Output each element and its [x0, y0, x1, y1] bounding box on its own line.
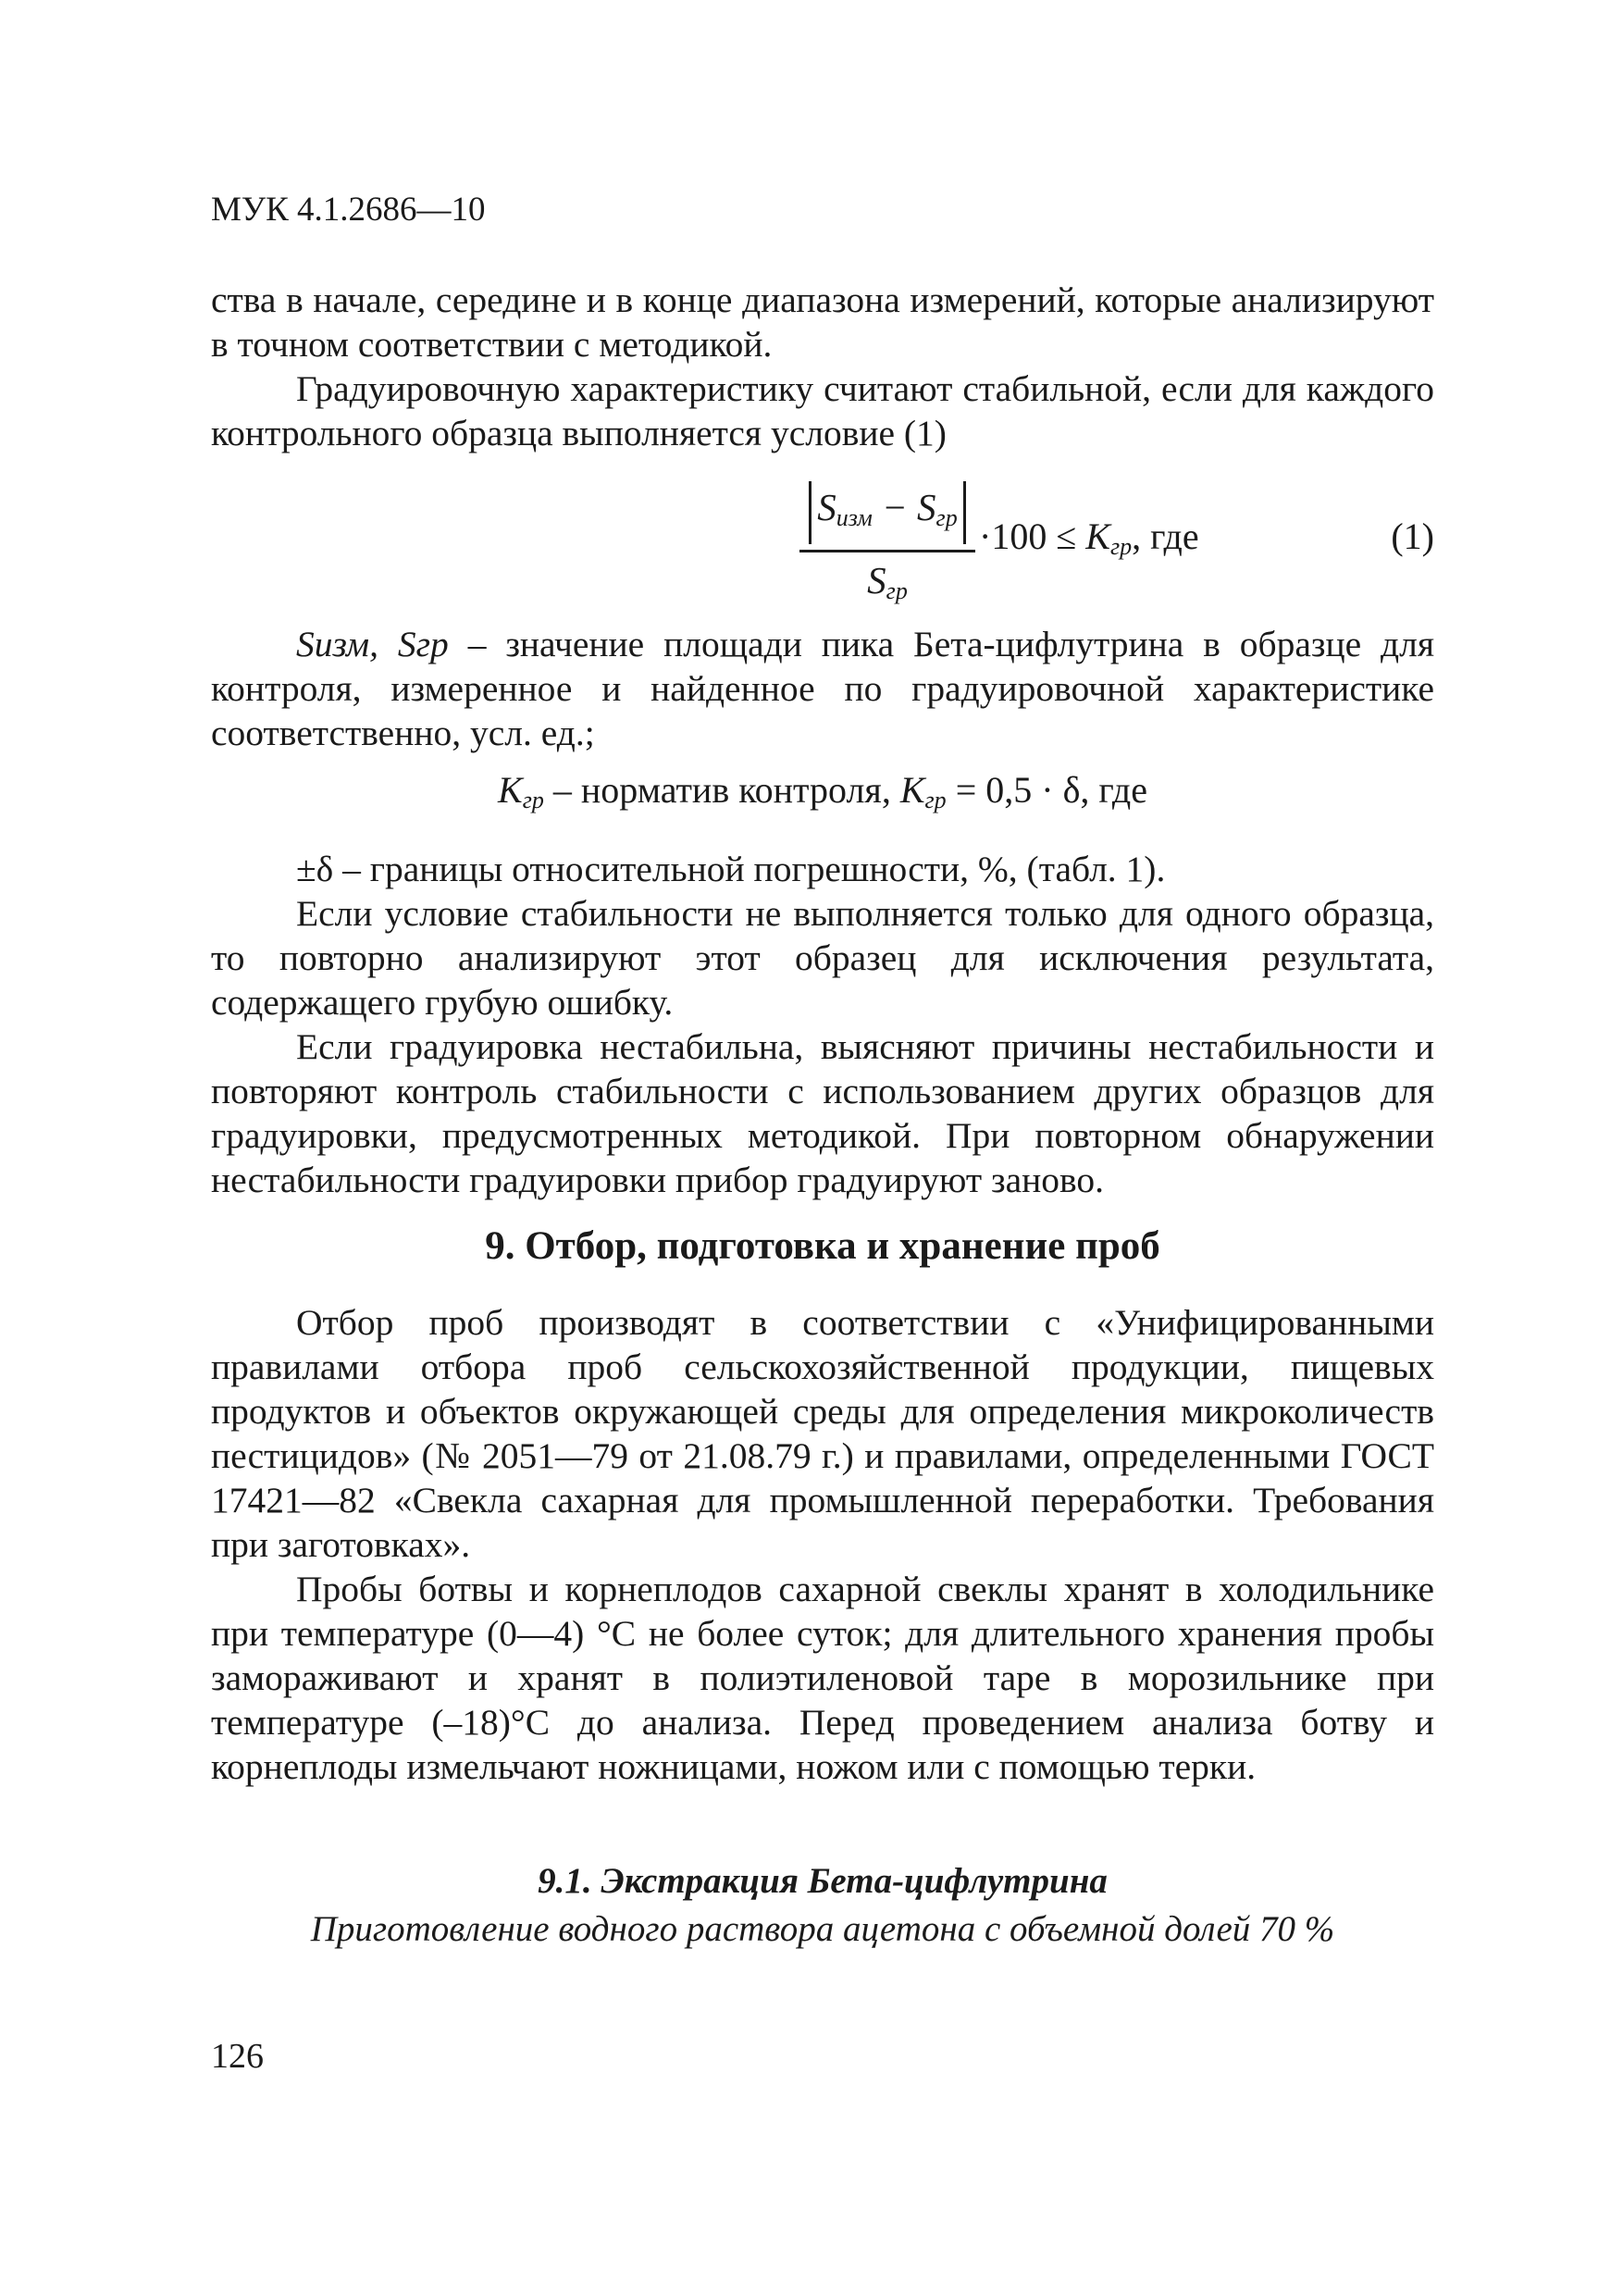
paragraph: Если градуировка нестабильна, выясняют причины нестабильности и повторяют контроль стабильности с использованием других образцов для градуировки, предусмотренных методикой. При повторном обнаружении нестабильности градуировки прибор градуируют заново.	[211, 1026, 1434, 1200]
paragraph: Если условие стабильности не выполняется только для одного образца, то повторно анализируют этот образец для исключения результата, содержащего грубую ошибку.	[211, 893, 1434, 1023]
formula-fraction	[799, 481, 975, 615]
section-title: 9. Отбор, подготовка и хранение проб	[485, 1224, 1160, 1268]
subsection-title: 9.1. Экстракция Бета-цифлутрина	[538, 1861, 1108, 1901]
page-number: 126	[211, 2037, 264, 2076]
formula-rhs: $\cdot 100 \le K_{гр}$, где	[979, 515, 1199, 560]
equation-number: (1)	[1391, 515, 1434, 557]
control-norm-formula: $K_{гр}$ – норматив контроля, $K_{гр} = 0,5 \cdot \delta$, где	[498, 769, 1147, 813]
document-header: МУК 4.1.2686—10	[211, 191, 486, 229]
middle-text-block	[211, 847, 1434, 1202]
stability-formula	[211, 481, 1434, 611]
definition-block	[211, 622, 1434, 755]
paragraph: Отбор проб производят в соответствии с «Унифицированными правилами отбора проб сельскохозяйственной продукции, пищевых продуктов и объектов окружающей среды для определения микроколичеств пестицидов» (№ 2051—79 от 21.08.79 г.) и правилами, определенными ГОСТ 17421—82 «Свекла сахарная для промышленной переработки. Требования при заготовках».	[211, 1302, 1434, 1565]
paragraph: ства в начале, середине и в конце диапазона измерений, которые анализируют в точном соответствии с методикой.	[211, 279, 1434, 365]
fraction-bar	[799, 550, 975, 552]
top-text-block	[211, 278, 1434, 455]
formula-denominator: $S_{гр}$	[867, 559, 908, 604]
section-text-block	[211, 1300, 1434, 1789]
paragraph: Пробы ботвы и корнеплодов сахарной свеклы хранят в холодильнике при температуре (0—4) °С не более суток; для длительного хранения пробы замораживают и хранят в полиэтиленовой таре в морозильнике при температуре (–18)°С до анализа. Перед проведением анализа ботву и корнеплоды измельчают ножницами, ножом или с помощью терки.	[211, 1569, 1434, 1787]
subsubsection-title: Приготовление водного раствора ацетона с объемной долей 70 %	[310, 1909, 1335, 1949]
formula-numerator: $S_{изм} - S_{гр}$	[809, 481, 965, 544]
paragraph: ±δ – границы относительной погрешности, %, (табл. 1).	[296, 849, 1166, 889]
paragraph: Градуировочную характеристику считают стабильной, если для каждого контрольного образца выполняется условие (1)	[211, 368, 1434, 453]
definition-paragraph: Sизм, Sгр – значение площади пика Бета-цифлутрина в образце для контроля, измеренное и найденное по градуировочной характеристике соответственно, усл. ед.;	[211, 624, 1435, 753]
